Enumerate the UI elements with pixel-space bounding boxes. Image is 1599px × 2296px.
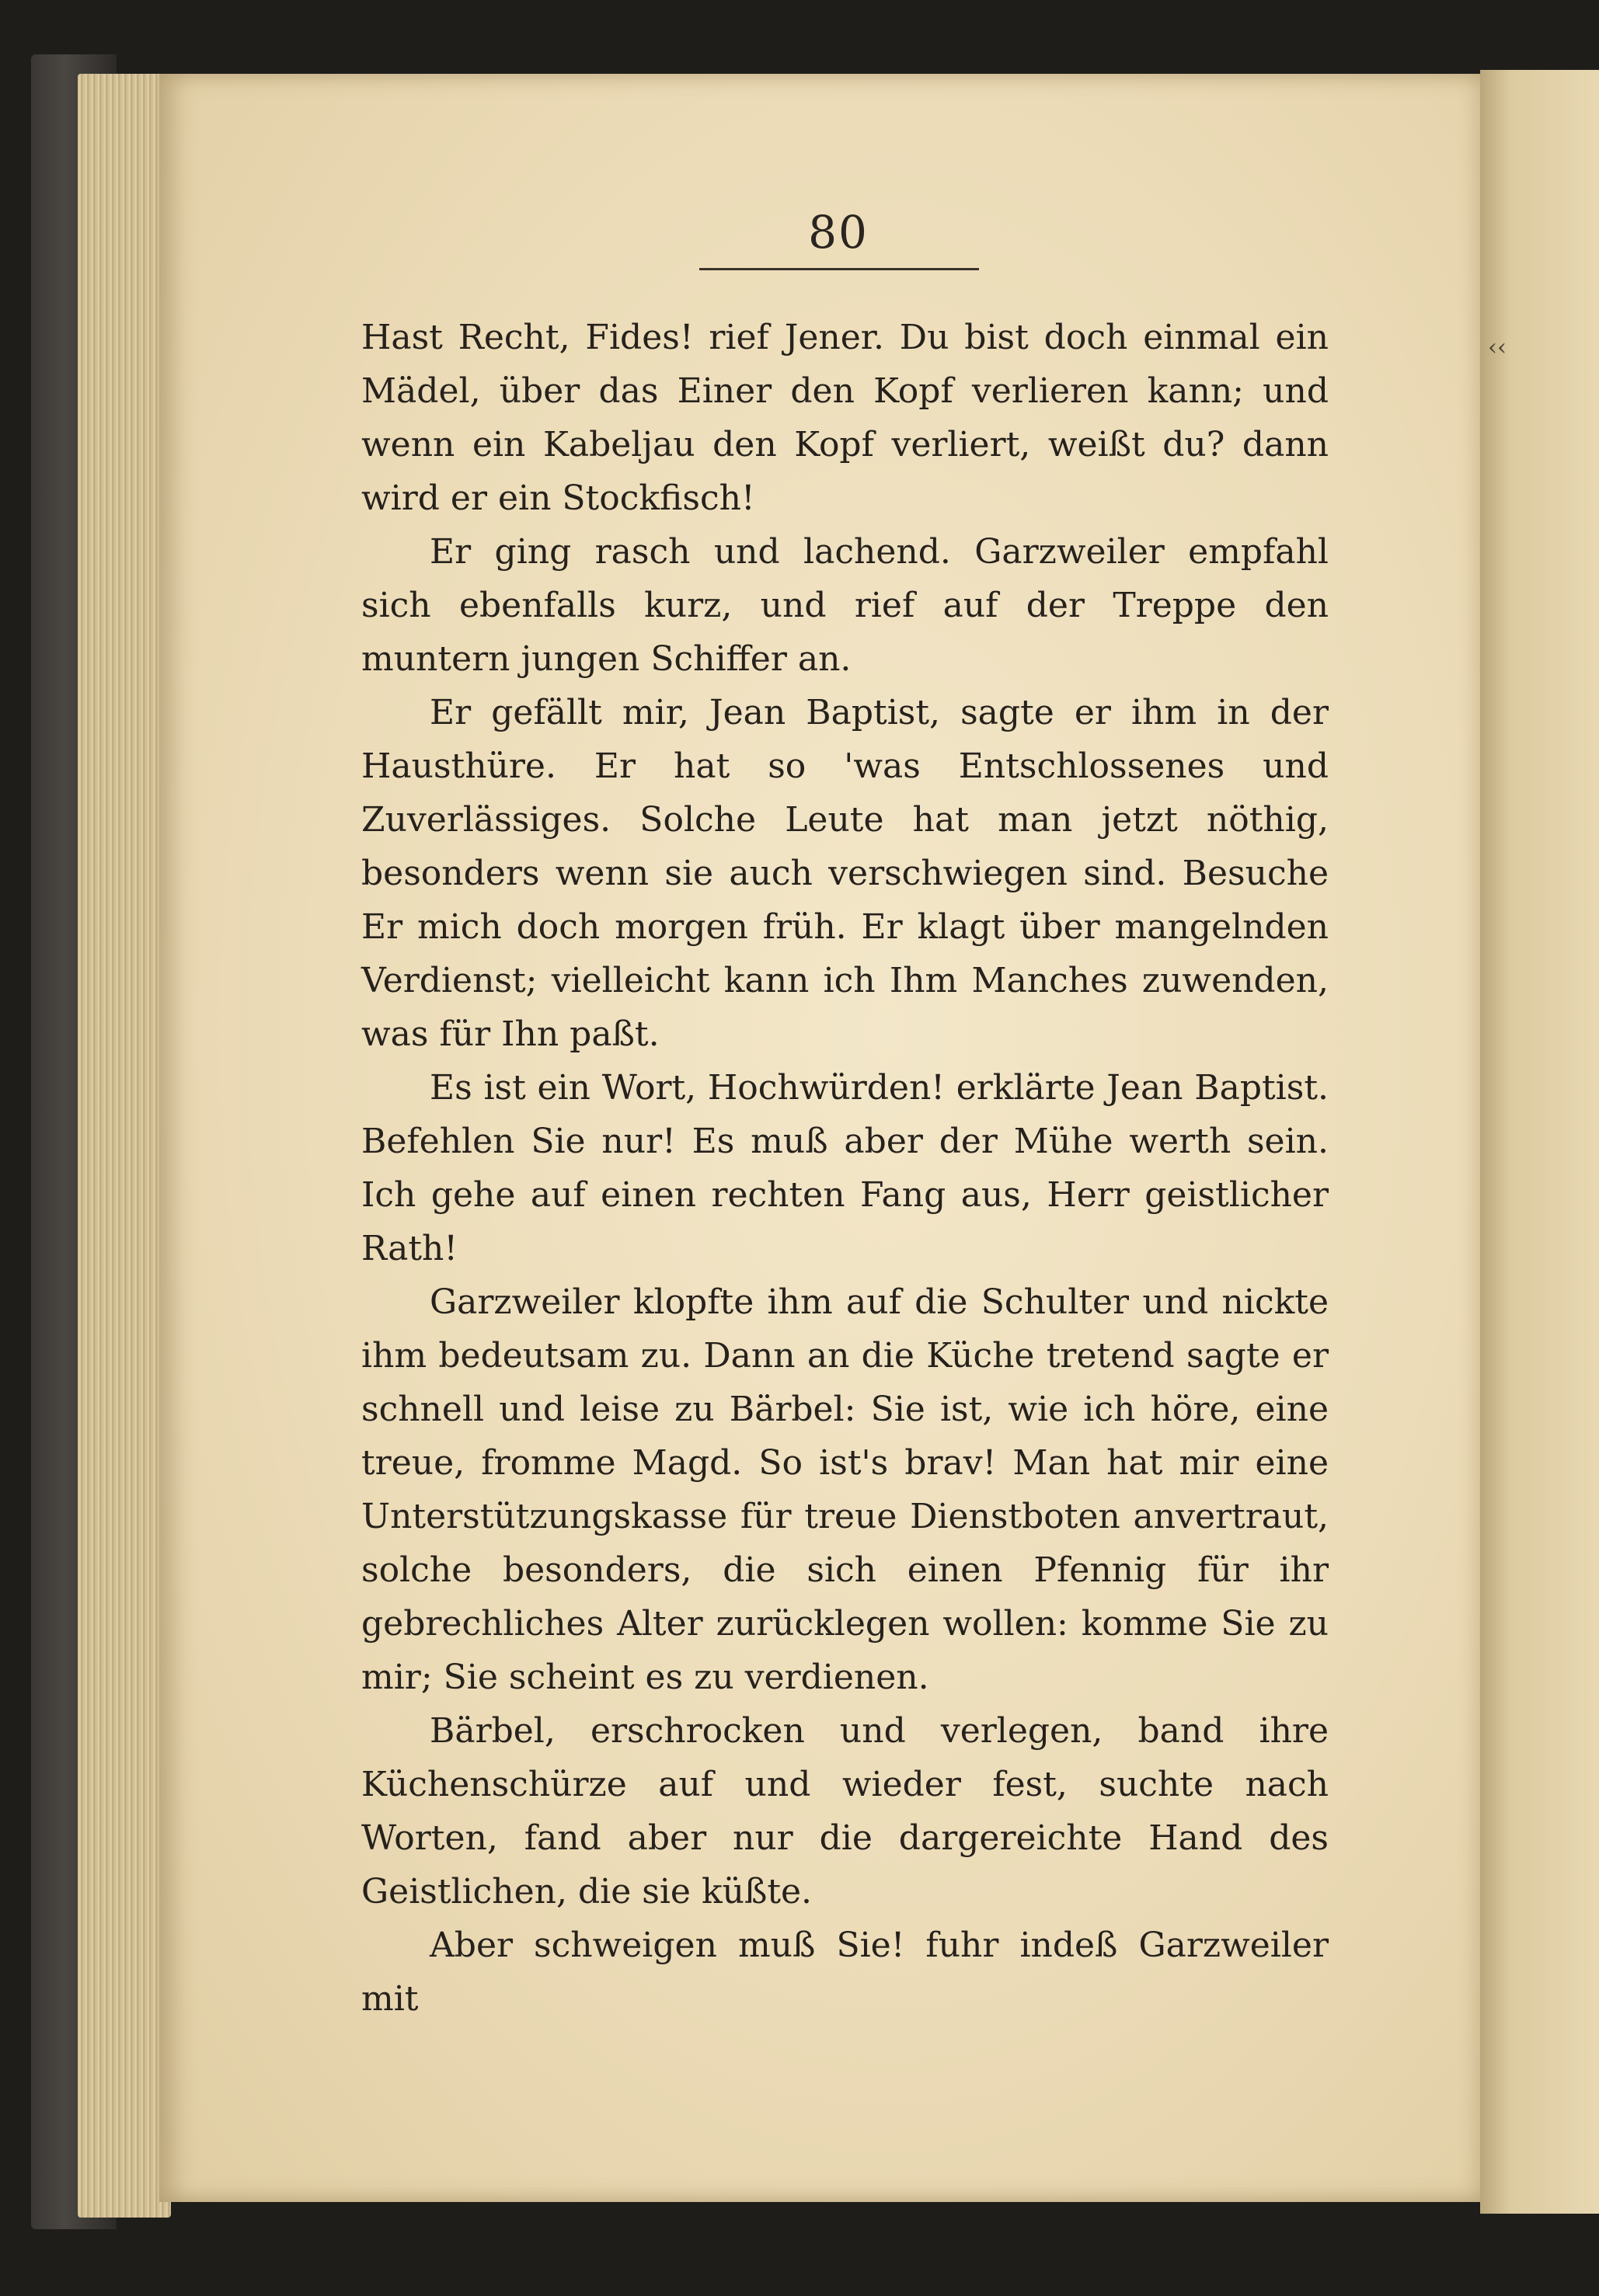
page-edges [78,74,171,2218]
paragraph: Es ist ein Wort, Hochwürden! erklärte Jean Baptist. Befehlen Sie nur! Es muß aber der Mühe werth sein. Ich gehe auf einen rechten Fang aus, Herr geistlicher Rath! [361,1068,1329,1268]
paragraph: Er ging rasch und lachend. Garzweiler empfahl sich ebenfalls kurz, und rief auf der Treppe den muntern jungen Schiffer an. [361,532,1329,679]
facing-page-edge [1480,70,1599,2214]
header-rule [699,268,979,270]
page-number: 80 [808,206,869,259]
paragraph: Bärbel, erschrocken und verlegen, band ihre Küchenschürze auf und wieder fest, suchte nach Worten, fand aber nur die dargereichte Hand des Geistlichen, die sie küßte. [361,1711,1329,1912]
paragraph: Hast Recht, Fides! rief Jener. Du bist doch einmal ein Mädel, über das Einer den Kopf verlieren kann; und wenn ein Kabeljau den Kopf verliert, weißt du? dann wird er ein Stockfisch! [361,318,1329,518]
margin-mark: ‹‹ [1488,334,1507,361]
paragraph: Er gefällt mir, Jean Baptist, sagte er ihm in der Hausthüre. Er hat so 'was Entschlossenes und Zuverlässiges. Solche Leute hat man jetzt nöthig, besonders wenn sie auch verschwiegen sind. Besuche Er mich doch morgen früh. Er klagt über mangelnden Verdienst; vielleicht kann ich Ihm Manches zuwenden, was für Ihn paßt. [361,693,1329,1054]
body-text [361,311,1329,2026]
paragraph: Aber schweigen muß Sie! fuhr indeß Garzweiler mit [361,1926,1329,2019]
paragraph: Garzweiler klopfte ihm auf die Schulter und nickte ihm bedeutsam zu. Dann an die Küche tretend sagte er schnell und leise zu Bärbel: Sie ist, wie ich höre, eine treue, fromme Magd. So ist's brav! Man hat mir eine Unterstützungskasse für treue Dienstboten anvertraut, solche besonders, die sich einen Pfennig für ihr gebrechliches Alter zurücklegen wollen: komme Sie zu mir; Sie scheint es zu verdienen. [361,1282,1329,1697]
